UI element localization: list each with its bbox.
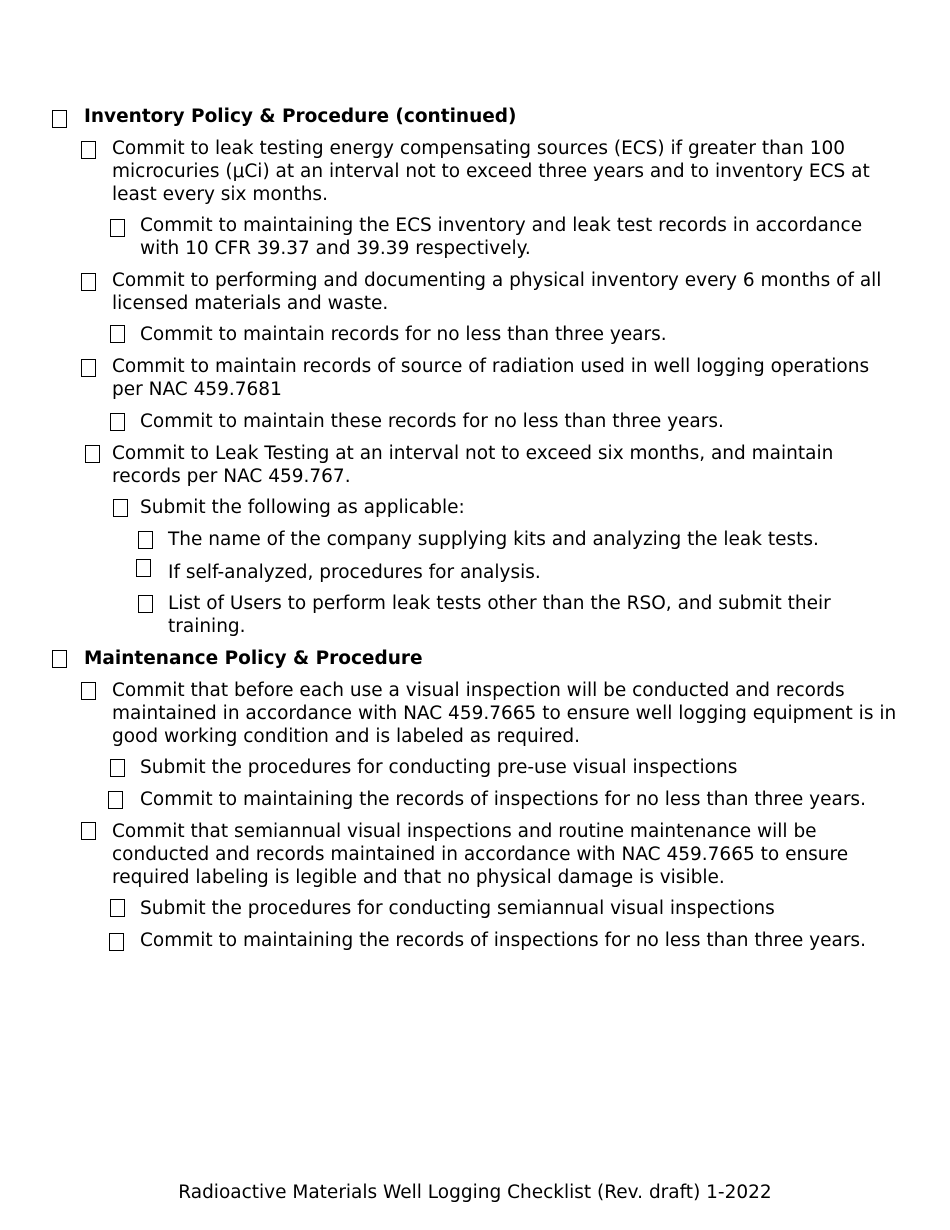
item-ecs-records: Commit to maintaining the ECS inventory and leak test records in accordance with 10 CFR 39.37 and 39.39 respectively. [140,215,863,259]
item-physical-inventory: Commit to performing and documenting a physical inventory every 6 months of all licensed materials and waste. [112,270,882,314]
item-leak-test-users: List of Users to perform leak tests other than the RSO, and submit their training. [168,593,831,637]
checkbox-ecs-records[interactable] [110,219,125,237]
item-kit-company: The name of the company supplying kits and analyzing the leak tests. [168,529,819,550]
checkbox-semiannual-records[interactable] [109,933,124,951]
checkbox-self-analyzed[interactable] [136,559,151,577]
checkbox-leak-testing[interactable] [85,445,100,463]
maintenance-section-checkbox[interactable] [52,650,67,668]
inventory-section-checkbox[interactable] [52,110,67,128]
item-pre-use-procedures: Submit the procedures for conducting pre-use visual inspections [140,757,738,778]
checkbox-pre-use-inspection[interactable] [81,682,96,700]
item-source-records: Commit to maintain records of source of radiation used in well logging operations per NAC 459.7681 [112,356,870,400]
item-inventory-records: Commit to maintain records for no less than three years. [140,324,667,345]
checkbox-semiannual-inspection[interactable] [81,822,96,840]
checkbox-source-records[interactable] [81,359,96,377]
checkbox-physical-inventory[interactable] [81,273,96,291]
page-footer: Radioactive Materials Well Logging Checklist (Rev. draft) 1-2022 [178,1182,772,1203]
checkbox-source-records-retention[interactable] [110,413,125,431]
item-ecs-leak-testing: Commit to leak testing energy compensating sources (ECS) if greater than 100 microcuries (μCi) at an interval not to exceed three years and to inventory ECS at least every six months. [112,138,870,205]
item-self-analyzed: If self-analyzed, procedures for analysis. [168,562,541,583]
checkbox-semiannual-procedures[interactable] [110,899,125,917]
checkbox-ecs-leak-testing[interactable] [81,141,96,159]
checkbox-pre-use-procedures[interactable] [110,759,125,777]
item-pre-use-records: Commit to maintaining the records of inspections for no less than three years. [140,789,866,810]
item-submit-applicable: Submit the following as applicable: [140,497,465,518]
item-semiannual-procedures: Submit the procedures for conducting semiannual visual inspections [140,898,775,919]
item-pre-use-inspection: Commit that before each use a visual inspection will be conducted and records maintained in accordance with NAC 459.7665 to ensure well logging equipment is in good working condition and is labeled as required. [112,680,897,747]
maintenance-section-title: Maintenance Policy & Procedure [84,648,423,669]
checkbox-submit-applicable[interactable] [113,499,128,517]
item-leak-testing: Commit to Leak Testing at an interval not to exceed six months, and maintain records per NAC 459.767. [112,443,834,487]
checkbox-kit-company[interactable] [138,531,153,549]
checkbox-leak-test-users[interactable] [138,595,153,613]
item-source-records-retention: Commit to maintain these records for no less than three years. [140,411,724,432]
checkbox-inventory-records[interactable] [110,325,125,343]
checkbox-pre-use-records[interactable] [108,791,123,809]
item-semiannual-inspection: Commit that semiannual visual inspections and routine maintenance will be conducted and records maintained in accordance with NAC 459.7665 to ensure required labeling is legible and that no physical damage is visible. [112,821,849,888]
inventory-section-title: Inventory Policy & Procedure (continued) [84,106,517,127]
item-semiannual-records: Commit to maintaining the records of inspections for no less than three years. [140,930,866,951]
